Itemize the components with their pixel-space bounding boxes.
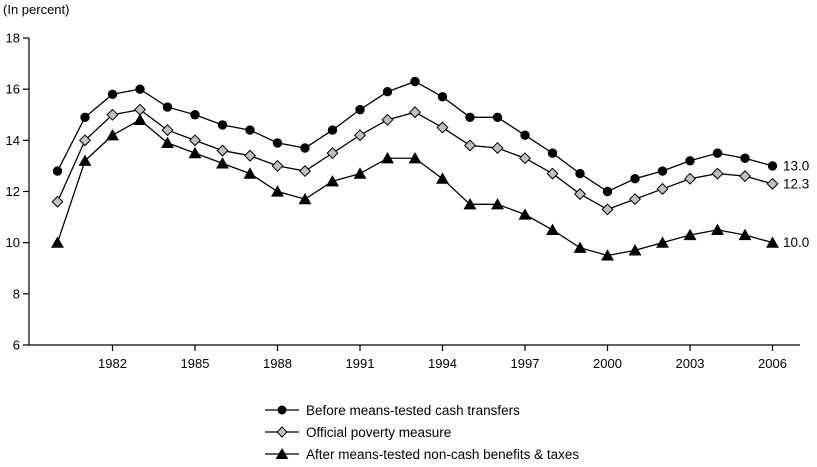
x-tick-label: 1988 [263,356,292,371]
data-point-marker [686,157,694,165]
data-point-marker [657,184,668,195]
legend-item [265,399,579,421]
data-point-marker [217,145,228,156]
data-point-marker [740,171,751,182]
data-point-marker [768,162,776,170]
data-point-marker [520,153,531,164]
x-tick-label: 2000 [593,356,622,371]
data-point-marker [519,209,530,219]
series-end-label: 10.0 [783,235,810,251]
y-axis-units-label: (In percent) [3,2,70,17]
legend-item-label: Official poverty measure [306,424,452,440]
data-point-marker [355,130,366,141]
data-point-marker [327,148,338,159]
data-point-marker [548,149,556,157]
data-point-marker [767,237,778,247]
data-point-marker [52,196,63,207]
data-point-marker [299,194,310,204]
data-point-marker [411,77,419,85]
data-point-marker [191,111,199,119]
data-point-marker [437,174,448,184]
data-point-marker [356,105,364,113]
y-tick-label: 10 [5,235,20,251]
data-point-marker [631,175,639,183]
y-tick-label: 6 [12,337,20,353]
data-point-marker [328,126,336,134]
data-point-marker [108,90,116,98]
series-end-label: 12.3 [783,176,810,192]
data-point-marker [712,168,723,179]
y-tick-label: 16 [5,81,20,97]
data-point-marker [273,139,281,147]
x-tick-label: 1982 [98,356,127,371]
data-point-marker [437,122,448,133]
data-point-marker [521,131,529,139]
data-point-marker [245,150,256,161]
x-tick-label: 1991 [345,356,375,371]
chart-legend [265,399,579,465]
data-point-marker [134,115,145,125]
data-point-marker [163,103,171,111]
data-point-marker [217,158,228,168]
data-point-marker [547,225,558,235]
data-point-marker [658,167,666,175]
data-point-marker [574,243,585,253]
y-tick-label: 12 [5,184,20,199]
y-tick-label: 8 [12,286,20,302]
data-point-marker [629,245,640,255]
data-point-marker [603,187,611,195]
data-point-marker [410,107,421,118]
y-tick-label: 14 [5,132,20,148]
data-point-marker [438,93,446,101]
data-point-marker [466,113,474,121]
data-point-marker [272,161,283,172]
triangle-marker-icon [265,447,299,461]
data-point-marker [712,225,723,235]
data-point-marker [136,85,144,93]
data-point-marker [382,115,393,126]
x-tick-label: 1985 [180,356,210,371]
data-point-marker [272,186,283,196]
data-point-marker [767,179,778,190]
data-point-marker [657,237,668,247]
series-line-circle [58,81,773,191]
data-point-marker [190,135,201,146]
data-point-marker [218,121,226,129]
x-tick-label: 2003 [675,356,705,371]
x-tick-label: 1997 [510,356,540,371]
data-point-marker [300,166,311,177]
data-point-marker [547,168,558,179]
data-point-marker [81,113,89,121]
legend-item-label: After means-tested non-cash benefits & taxes [306,446,580,462]
x-tick-label: 2006 [758,356,787,371]
data-point-marker [53,167,61,175]
data-point-marker [602,204,613,215]
x-tick-label: 1994 [428,356,457,371]
data-point-marker [576,169,584,177]
data-point-marker [327,176,338,186]
data-point-marker [135,104,146,115]
data-point-marker [301,144,309,152]
diamond-marker-icon [265,425,299,439]
y-tick-label: 18 [5,30,20,46]
data-point-marker [244,168,255,178]
data-point-marker [493,113,501,121]
data-point-marker [162,125,173,136]
legend-item [265,443,579,465]
circle-marker-icon [265,403,299,417]
data-point-marker [713,149,721,157]
data-point-marker [685,173,696,184]
data-point-marker [383,88,391,96]
data-point-marker [107,130,118,140]
data-point-marker [465,140,476,151]
data-point-marker [246,126,254,134]
data-point-marker [630,194,641,205]
data-point-marker [354,168,365,178]
data-point-marker [575,189,586,200]
data-point-marker [741,154,749,162]
data-point-marker [52,237,63,247]
legend-item [265,421,579,443]
series-end-label: 13.0 [783,158,810,174]
legend-item-label: Before means-tested cash transfers [306,402,520,418]
data-point-marker [189,148,200,158]
data-point-marker [492,143,503,154]
